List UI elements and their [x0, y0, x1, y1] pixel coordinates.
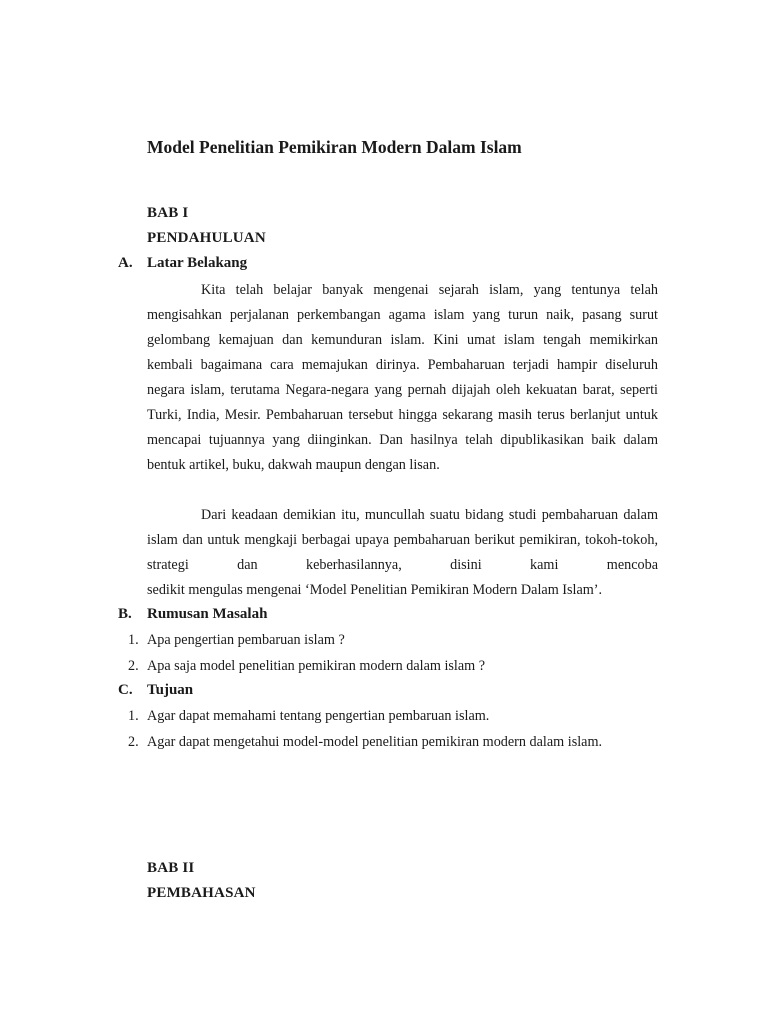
section-c-heading: [118, 682, 193, 699]
chapter-1-name: PENDAHULUAN: [147, 230, 266, 246]
section-a-marker: A.: [118, 255, 133, 271]
section-a-paragraph-2-last-line: sedikit mengulas mengenai ‘Model Penelitian Pemikiran Modern Dalam Islam’.: [147, 582, 603, 598]
document-title: Model Penelitian Pemikiran Modern Dalam Islam: [147, 137, 522, 157]
list-item: [118, 654, 485, 680]
list-item: [118, 730, 602, 756]
section-c-marker: C.: [118, 682, 133, 698]
section-a-paragraph-1: Kita telah belajar banyak mengenai sejarah islam, yang tentunya telah mengisahkan perjalanan perkembangan agama islam yang turun naik, pasang surut gelombang kemajuan dan kemunduran islam. Kini umat islam tengah memikirkan kembali bagaimana cara memajukan dirinya. Pembaharuan terjadi hampir diseluruh negara islam, terutama Negara-negara yang pernah dijajah oleh kekuatan barat, seperti Turki, India, Mesir. Pembaharuan tersebut hingga sekarang masih terus berlanjut untuk mencapai tujuannya yang diinginkan. Dan hasilnya telah dipublikasikan baik dalam bentuk artikel, buku, dakwah maupun dengan lisan.: [147, 282, 658, 473]
chapter-2-name: PEMBAHASAN: [147, 885, 256, 901]
list-item: [118, 704, 602, 730]
section-b-marker: B.: [118, 606, 132, 622]
list-number: 2.: [128, 733, 139, 750]
list-number: 1.: [128, 632, 139, 648]
list-item-text: Agar dapat mengetahui model-model penelitian pemikiran modern dalam islam.: [147, 733, 603, 750]
list-item-text: Apa saja model penelitian pemikiran modern dalam islam ?: [147, 657, 486, 674]
list-number: 2.: [128, 657, 139, 674]
chapter-1-label: BAB I: [147, 205, 189, 221]
section-a-paragraph-2: Dari keadaan demikian itu, muncullah suatu bidang studi pembaharuan dalam islam dan untuk mengkaji berbagai upaya pembaharuan berikut pemikiran, tokoh-tokoh, strategi dan keberhasilannya, disini kami mencoba: [147, 507, 658, 573]
section-a-title: Latar Belakang: [147, 255, 248, 271]
section-b-title: Rumusan Masalah: [147, 606, 268, 622]
list-item-text: Apa pengertian pembaruan islam ?: [147, 632, 345, 648]
chapter-2-label: BAB II: [147, 860, 195, 876]
list-number: 1.: [128, 708, 139, 724]
section-c-title: Tujuan: [147, 682, 194, 698]
goal-list: [118, 704, 602, 755]
list-item-text: Agar dapat memahami tentang pengertian pembaruan islam.: [147, 708, 490, 724]
problem-list: [118, 628, 485, 679]
section-b-heading: [118, 606, 267, 623]
list-item: [118, 628, 485, 654]
section-a-heading: [118, 255, 247, 272]
